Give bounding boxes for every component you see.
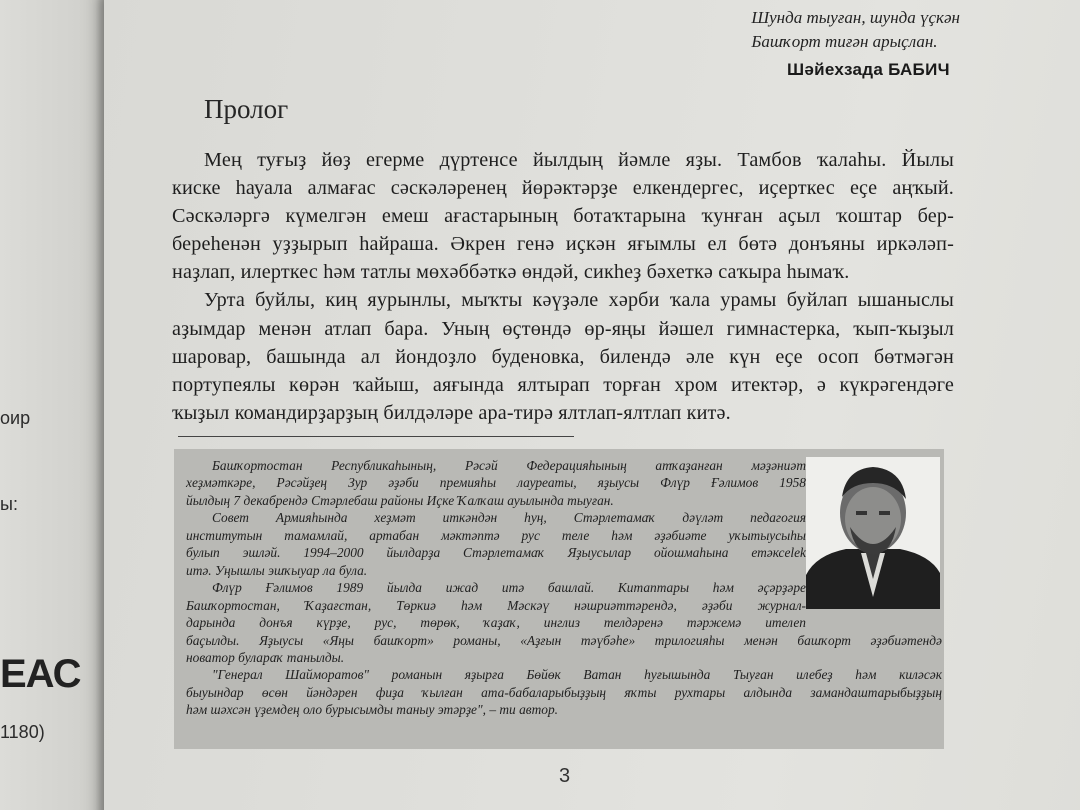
bio-line: Башҡортостан Республикаһының, Рәсәй Федерацияһының атҡаҙанған мәҙәниәт xyxy=(212,458,806,473)
bio-line: һәм шәхсән үҙемдең оло бурысымды таныу этәрҙе", – ти автор. xyxy=(186,702,558,718)
epigraph-line: Шунда тыуған, шунда үҫкән xyxy=(751,8,960,27)
epigraph xyxy=(751,0,960,54)
bio-line: Флүр Ғәлимов 1989 йылда ижад итә башлай. Китаптары һәм әҫәрҙәре xyxy=(212,580,806,596)
bio-line: Совет Армияһында хеҙмәт иткәндән һуң, Стәрлетамаҡ дәүләт педагогия xyxy=(212,510,806,526)
text-line: портупеялы көрән ҡайыш, аяғында ялтырап торған хром итектәр, ә күкрәгендәге xyxy=(172,373,954,396)
left-page-fragment: ы: xyxy=(0,494,18,514)
paragraph xyxy=(172,146,954,286)
bio-line: быуындар өсөн йәндәрен фиҙа ҡылған ата-бабаларыбыҙҙың яҡты рухтары алдында замандаштарыбыҙҙың xyxy=(186,684,942,700)
left-page-fragment: оир xyxy=(0,408,31,428)
text-line: наҙлап, илерткес һәм татлы мөхәббәткә өндәй, сикһеҙ бәхеткә саҡыра һымаҡ. xyxy=(172,261,850,284)
bio-line: дарында донъя күрҙе, рус, төрөк, ҡаҙаҡ, инглиз телдәренә тәржемә ителеп xyxy=(186,615,806,631)
eac-mark-logo: ЕАС xyxy=(0,652,81,696)
text-line: киске һауала алмағас сәскәләренең йөрәктәрҙе елкендергес, иҫерткес еҫе аңҡый. xyxy=(172,177,954,200)
bio-line: институтын тамамлай, артабан мәктәптә рус теле һәм әҙәбиәте уҡытыусыһы xyxy=(186,527,806,543)
bio-line: йылдың 7 декабрендә Стәрлебаш районы Иҫке Ҡалҡаш ауылында тыуған. xyxy=(186,492,614,508)
author-bio-text xyxy=(186,457,942,719)
footnote-rule xyxy=(178,436,574,437)
left-page xyxy=(0,0,112,810)
author-photo xyxy=(806,457,940,609)
bio-line: "Генерал Шайморатов" романын яҙырға Бөйөк Ватан һуғышында Тыуған илебеҙ һәм киләсәк xyxy=(212,667,942,683)
body-text xyxy=(172,146,954,427)
left-page-fragment: 1180) xyxy=(0,722,45,742)
text-line: береһенән уҙҙырып һайраша. Әкрен генә иҫкән яғымлы ел бөтә донъяны иркәләп- xyxy=(172,233,954,256)
bio-line: баҫылды. Яҙыусы «Яңы башҡорт» романы, «Аҙғын тәүбәһе» трилогияһы менән башҡорт әҙәбиәтендә xyxy=(186,632,942,648)
text-line: аҙымдар менән атлап бара. Уның өҫтөндә өр-яңы йәшел гимнастерка, ҡып-ҡыҙыл xyxy=(172,317,954,340)
bio-line: итә. Уңышлы эшҡыуар ла була. xyxy=(186,562,368,578)
text-line: Урта буйлы, киң яурынлы, мыҡты кәүҙәле хәрби ҡала урамы буйлап ышаныслы xyxy=(204,289,954,312)
epigraph-author: Шәйехзада БАБИЧ xyxy=(787,60,950,79)
bio-line: Башҡортостан, Ҡаҙағстан, Төркиә һәм Мәскәү нәшриәттәрендә, әҙәби журнал- xyxy=(186,597,806,613)
section-heading: Пролог xyxy=(204,94,289,124)
epigraph-line: Башҡорт тиғән арыҫлан. xyxy=(751,32,938,51)
page-number: 3 xyxy=(559,765,571,787)
text-line: Мең туғыҙ йөҙ егерме дүртенсе йылдың йәмле яҙы. Тамбов ҡалаһы. Йылы xyxy=(204,149,954,171)
text-line: ҡыҙыл командирҙарҙың билдәләре ара-тирә ялтлап-ялтлап китә. xyxy=(172,401,731,424)
bio-line: новатор булараҡ танылды. xyxy=(186,649,345,665)
text-line: шаровар, башында ал йондоҙло буденовка, билендә әле күн еҫе осоп бөтмәгән xyxy=(172,345,954,368)
text-line: Сәскәләргә күмелгән емеш ағастарының ботаҡтарына ҡунған аҫыл ҡоштар бер- xyxy=(172,205,954,228)
bio-line: хеҙмәткәре, Рәсәйҙең Зур әҙәби премияһы лауреаты, яҙыусы Флүр Ғәлимов 1958 xyxy=(186,475,806,491)
bio-line: булып эшләй. 1994–2000 йылдарҙа Стәрлетамаҡ Яҙыусылар ойошмаһына етәксelek xyxy=(186,545,806,561)
paragraph xyxy=(172,286,954,426)
